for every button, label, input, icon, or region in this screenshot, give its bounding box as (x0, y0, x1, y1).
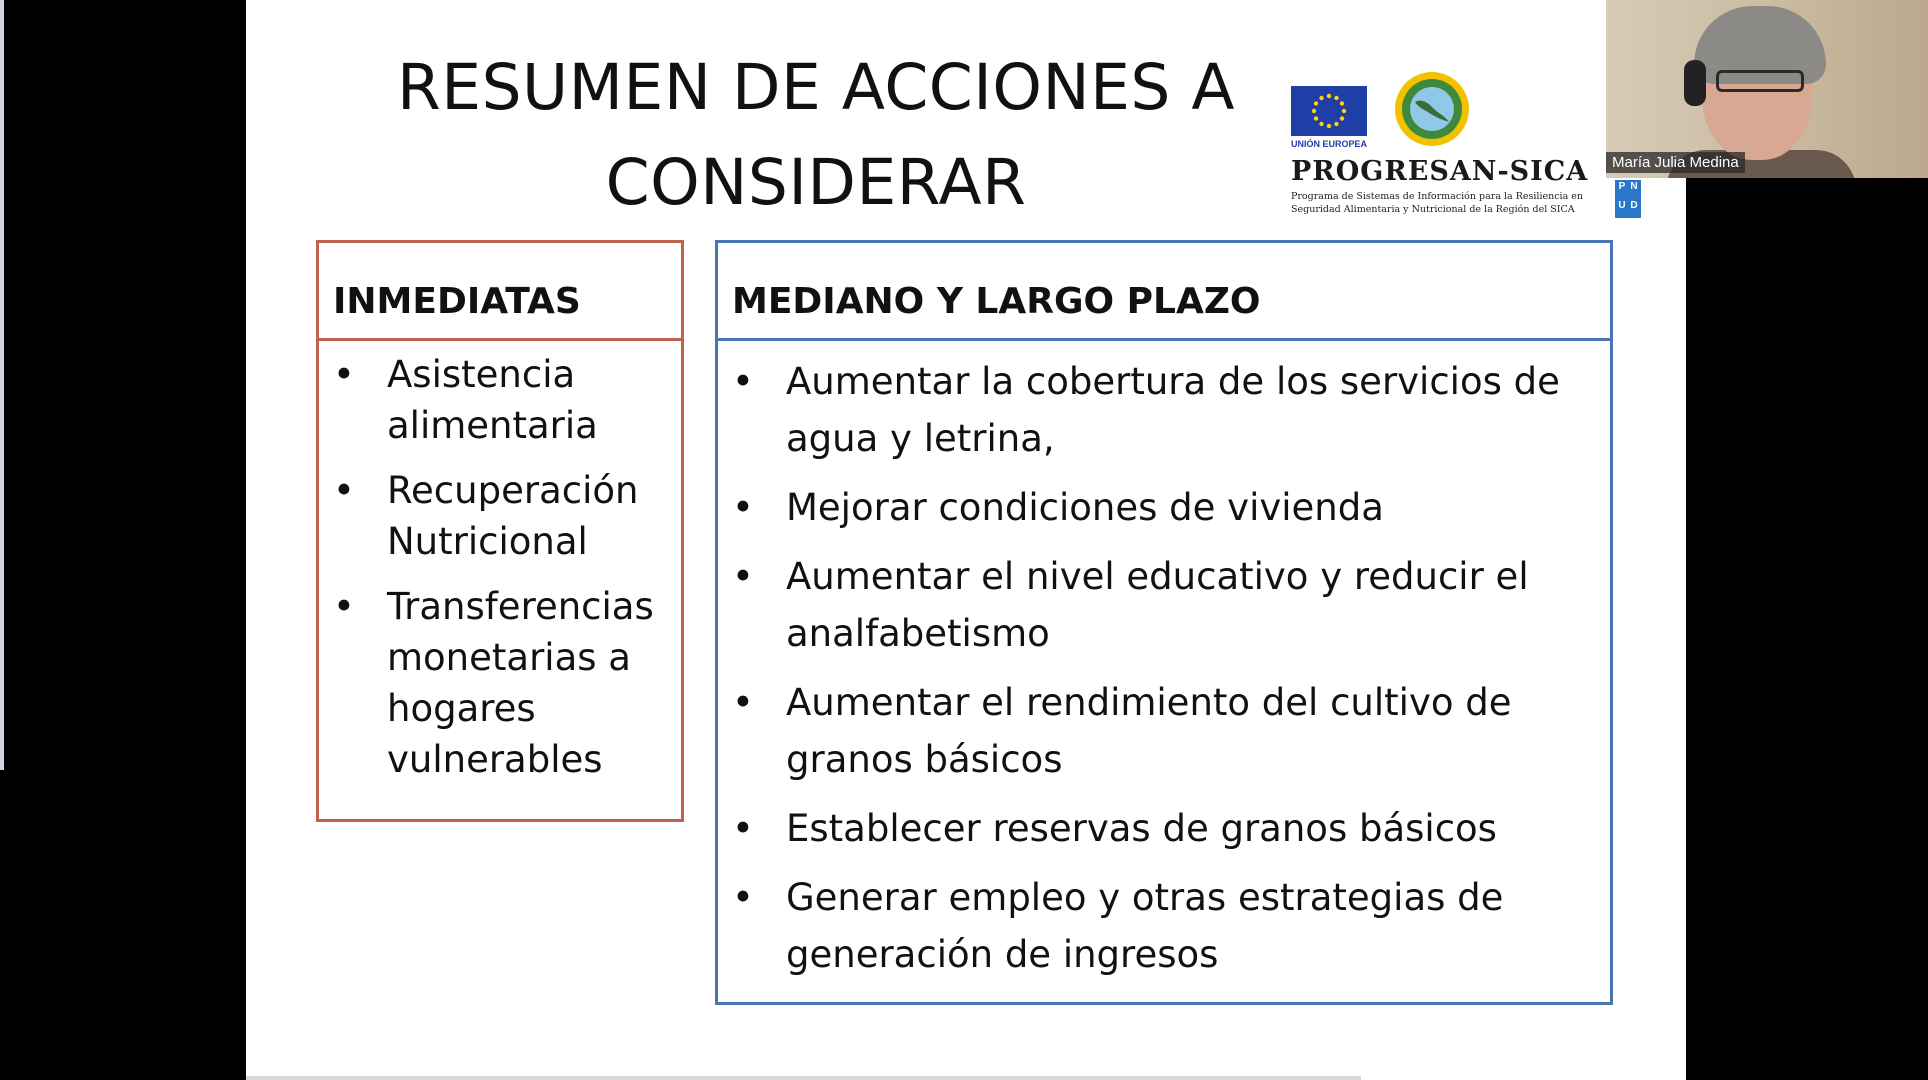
bullet-icon: • (732, 486, 754, 529)
pnud-logo (1615, 180, 1641, 218)
eu-label: UNIÓN EUROPEA (1291, 139, 1368, 149)
headset-icon (1684, 60, 1706, 106)
slide-title (316, 40, 1316, 230)
progresan-sica-subtitle-line2: Seguridad Alimentaria y Nutricional de la Región del SICA (1291, 204, 1575, 215)
list-item-text: Establecer reservas de granos básicos (786, 807, 1497, 850)
bullet-icon: • (732, 876, 754, 919)
list-item (732, 548, 1596, 662)
list-item (732, 479, 1596, 536)
inmediatas-header (319, 243, 681, 341)
list-item (333, 349, 677, 451)
mediano-list (732, 353, 1596, 995)
progresan-sica-logo: PROGRESAN-SICA (1291, 156, 1589, 187)
bullet-icon: • (732, 681, 754, 724)
bullet-icon: • (732, 807, 754, 850)
pnud-letter-p: P (1618, 181, 1626, 192)
progresan-sica-subtitle (1291, 190, 1583, 216)
inmediatas-box (316, 240, 684, 822)
presentation-slide (246, 0, 1686, 1080)
bullet-icon: • (732, 360, 754, 403)
list-item-text: Aumentar la cobertura de los servicios de agua y letrina, (786, 360, 1560, 460)
eu-flag-icon (1291, 86, 1367, 136)
window-edge-strip (0, 0, 4, 770)
bullet-icon: • (333, 353, 355, 396)
list-item (732, 869, 1596, 983)
list-item-text: Generar empleo y otras estrategias de generación de ingresos (786, 876, 1504, 976)
list-item (732, 353, 1596, 467)
list-item-text: Mejorar condiciones de vivienda (786, 486, 1384, 529)
bullet-icon: • (333, 585, 355, 628)
bottom-strip (246, 1076, 1361, 1080)
pnud-letter-u: U (1618, 200, 1626, 211)
list-item (333, 581, 677, 785)
list-item (732, 800, 1596, 857)
list-item-text: Recuperación Nutricional (387, 469, 639, 563)
list-item (732, 674, 1596, 788)
inmediatas-heading: INMEDIATAS (333, 281, 581, 322)
progresan-sica-subtitle-line1: Programa de Sistemas de Información para la Resiliencia en (1291, 191, 1584, 202)
participant-video-tile[interactable] (1606, 0, 1928, 178)
pnud-letter-d: D (1630, 200, 1638, 211)
list-item-text: Asistencia alimentaria (387, 353, 598, 447)
bullet-icon: • (732, 555, 754, 598)
list-item-text: Aumentar el nivel educativo y reducir el analfabetismo (786, 555, 1529, 655)
mediano-largo-plazo-box (715, 240, 1613, 1005)
slide-title-line1: RESUMEN DE ACCIONES A (396, 51, 1236, 124)
mediano-header (718, 243, 1610, 341)
pnud-letter-n: N (1630, 181, 1638, 192)
mediano-heading: MEDIANO Y LARGO PLAZO (732, 281, 1261, 322)
sica-seal-icon (1393, 70, 1471, 148)
participant-name-label: María Julia Medina (1606, 152, 1745, 173)
inmediatas-list (333, 349, 677, 799)
list-item-text: Transferencias monetarias a hogares vulnerables (387, 585, 654, 781)
list-item-text: Aumentar el rendimiento del cultivo de granos básicos (786, 681, 1512, 781)
bullet-icon: • (333, 469, 355, 512)
slide-title-line2: CONSIDERAR (605, 146, 1027, 219)
glasses-icon (1716, 70, 1804, 92)
list-item (333, 465, 677, 567)
